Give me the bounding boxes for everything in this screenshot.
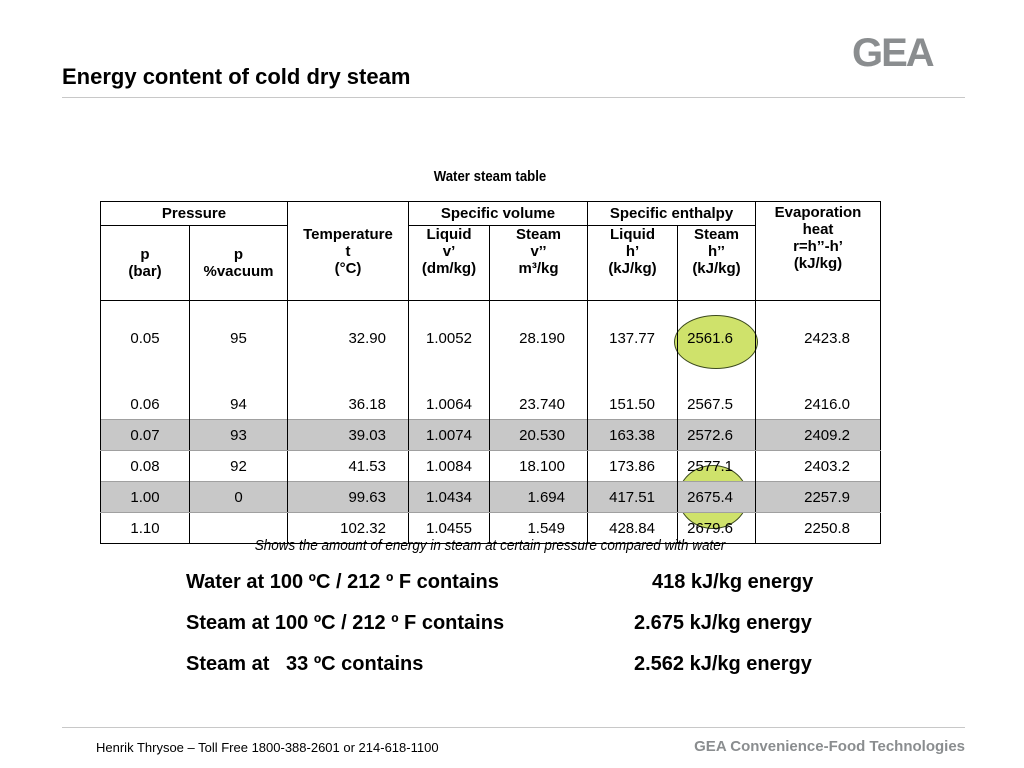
- table-row: [101, 389, 881, 420]
- cell-liquid-enthalpy: 137.77: [588, 301, 678, 390]
- cell-steam-enthalpy: 2572.6: [678, 420, 756, 451]
- energy-label: Steam at 100 ºC / 212 º F contains: [186, 612, 505, 634]
- cell-p-vacuum: 0: [190, 482, 288, 513]
- table-note: Shows the amount of energy in steam at certain pressure compared with water: [254, 537, 726, 554]
- header-steam-enthalpy: Steam h’’ (kJ/kg): [678, 226, 756, 301]
- cell-temperature: 36.18: [288, 389, 409, 420]
- cell-liquid-volume: 1.0455: [409, 513, 490, 544]
- energy-line-steam-33: [186, 653, 812, 676]
- cell-liquid-enthalpy: 173.86: [588, 451, 678, 482]
- cell-p-vacuum: 93: [190, 420, 288, 451]
- cell-temperature: 32.90: [288, 301, 409, 390]
- cell-steam-volume: 20.530: [490, 420, 588, 451]
- cell-p-bar: 0.05: [101, 301, 190, 390]
- footer-divider: [62, 727, 965, 728]
- cell-steam-volume: 28.190: [490, 301, 588, 390]
- footer-contact: Henrik Thrysoe – Toll Free 1800-388-2601 or 214-618-1100: [96, 740, 439, 755]
- cell-p-bar: 0.06: [101, 389, 190, 420]
- cell-liquid-volume: 1.0434: [409, 482, 490, 513]
- cell-liquid-enthalpy: 151.50: [588, 389, 678, 420]
- cell-steam-enthalpy: 2561.6: [678, 301, 756, 390]
- footer-company: GEA Convenience-Food Technologies: [694, 738, 965, 755]
- cell-liquid-volume: 1.0052: [409, 301, 490, 390]
- energy-label: Steam at 33 ºC contains: [186, 653, 424, 675]
- table-row: [101, 513, 881, 544]
- cell-p-vacuum: 94: [190, 389, 288, 420]
- cell-evaporation-heat: 2409.2: [756, 420, 881, 451]
- water-steam-table: [100, 201, 881, 544]
- energy-line-water-100: [186, 571, 814, 594]
- header-steam-volume: Steam v’’ m³/kg: [490, 226, 588, 301]
- cell-temperature: 39.03: [288, 420, 409, 451]
- cell-evaporation-heat: 2250.8: [756, 513, 881, 544]
- cell-liquid-volume: 1.0064: [409, 389, 490, 420]
- cell-evaporation-heat: 2257.9: [756, 482, 881, 513]
- cell-evaporation-heat: 2416.0: [756, 389, 881, 420]
- cell-steam-enthalpy: 2567.5: [678, 389, 756, 420]
- cell-steam-enthalpy: 2675.4: [678, 482, 756, 513]
- table-row: [101, 301, 881, 390]
- header-p-bar: p (bar): [101, 226, 190, 301]
- header-pressure: Pressure: [101, 202, 288, 226]
- energy-label: Water at 100 ºC / 212 º F contains: [186, 571, 499, 593]
- header-specific-enthalpy: Specific enthalpy: [588, 202, 756, 226]
- cell-steam-volume: 1.549: [490, 513, 588, 544]
- slide-title: Energy content of cold dry steam: [62, 64, 411, 89]
- cell-evaporation-heat: 2403.2: [756, 451, 881, 482]
- cell-steam-volume: 1.694: [490, 482, 588, 513]
- cell-steam-volume: 23.740: [490, 389, 588, 420]
- header-p-vacuum: p %vacuum: [190, 226, 288, 301]
- energy-line-steam-100: [186, 612, 812, 635]
- header-liquid-enthalpy: Liquid h’ (kJ/kg): [588, 226, 678, 301]
- header-specific-volume: Specific volume: [409, 202, 588, 226]
- cell-temperature: 99.63: [288, 482, 409, 513]
- table-caption: Water steam table: [433, 168, 547, 185]
- header-evaporation-heat: Evaporation heat r=h’’-h’ (kJ/kg): [756, 202, 881, 301]
- cell-p-bar: 1.00: [101, 482, 190, 513]
- cell-liquid-volume: 1.0084: [409, 451, 490, 482]
- cell-p-bar: 0.07: [101, 420, 190, 451]
- cell-temperature: 41.53: [288, 451, 409, 482]
- cell-liquid-enthalpy: 417.51: [588, 482, 678, 513]
- table-row: [101, 451, 881, 482]
- header-temperature: Temperature t (°C): [288, 202, 409, 301]
- cell-p-vacuum: 95: [190, 301, 288, 390]
- cell-p-vacuum: 92: [190, 451, 288, 482]
- cell-temperature: 102.32: [288, 513, 409, 544]
- cell-liquid-enthalpy: 163.38: [588, 420, 678, 451]
- energy-amount: 2.675 kJ/kg energy: [634, 612, 812, 634]
- header-divider: [62, 97, 965, 98]
- cell-steam-volume: 18.100: [490, 451, 588, 482]
- header-liquid-volume: Liquid v’ (dm/kg): [409, 226, 490, 301]
- cell-p-bar: 0.08: [101, 451, 190, 482]
- cell-p-bar: 1.10: [101, 513, 190, 544]
- cell-steam-enthalpy: 2577.1: [678, 451, 756, 482]
- cell-p-vacuum: [190, 513, 288, 544]
- cell-liquid-enthalpy: 428.84: [588, 513, 678, 544]
- svg-text:GEA: GEA: [852, 31, 933, 72]
- gea-logo: [852, 28, 966, 72]
- cell-evaporation-heat: 2423.8: [756, 301, 881, 390]
- energy-amount: 2.562 kJ/kg energy: [634, 653, 812, 675]
- table-row: [101, 482, 881, 513]
- table-row: [101, 420, 881, 451]
- energy-amount: 418 kJ/kg energy: [652, 571, 814, 593]
- cell-steam-enthalpy: 2679.6: [678, 513, 756, 544]
- cell-liquid-volume: 1.0074: [409, 420, 490, 451]
